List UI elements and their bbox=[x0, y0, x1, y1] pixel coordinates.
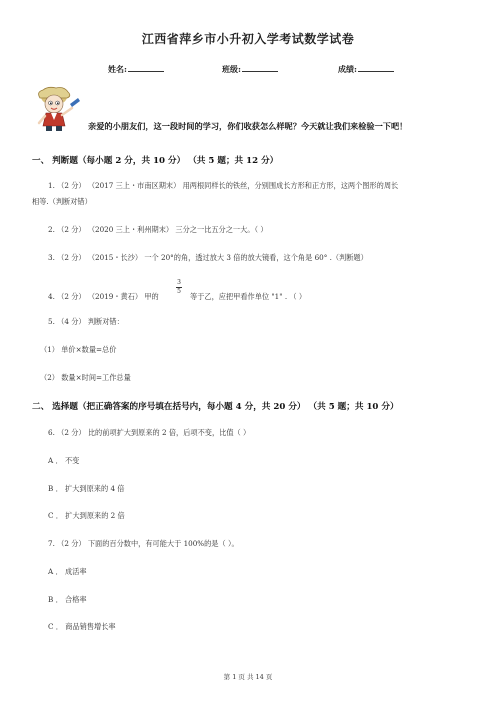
score-blank bbox=[358, 63, 394, 72]
name-label: 姓名: bbox=[108, 64, 127, 74]
question-5: 5. （4 分） 判断对错： bbox=[48, 317, 124, 326]
question-1-line-2: 相等.（判断对错） bbox=[32, 197, 92, 206]
question-7-option-a: A ． 成活率 bbox=[48, 567, 87, 576]
question-3: 3. （2 分） （2015・长沙） 一个 20°的角，透过放大 3 倍的放大镜看，这个角是 60° .（判断题） bbox=[48, 253, 368, 262]
question-4-right: 等于乙，应把甲看作单位 "1" . （ ） bbox=[190, 292, 307, 301]
question-4-left: 4. （2 分） （2019・黄石） 甲的 bbox=[48, 292, 159, 301]
question-7-option-b: B ． 合格率 bbox=[48, 595, 87, 604]
class-blank bbox=[242, 63, 278, 72]
class-field bbox=[222, 63, 278, 75]
name-field bbox=[108, 63, 164, 75]
score-field bbox=[338, 63, 394, 75]
class-label: 班级: bbox=[222, 64, 241, 74]
question-6-option-c: C ． 扩大到原来的 2 倍 bbox=[48, 511, 125, 520]
question-1-line-1: 1. （2 分） （2017 三上・市南区期末） 用两根同样长的铁丝，分别围成长方形和正方形，这两个图形的周长 bbox=[48, 181, 399, 190]
question-6: 6. （2 分） 比的前项扩大到原来的 2 倍，后项不变，比值（ ） bbox=[48, 428, 251, 437]
question-6-option-a: A ． 不变 bbox=[48, 456, 80, 465]
name-blank bbox=[128, 63, 164, 72]
score-label: 成绩: bbox=[338, 64, 357, 74]
page-title: 江西省萍乡市小升初入学考试数学试卷 bbox=[141, 32, 355, 46]
question-6-option-b: B ． 扩大到原来的 4 倍 bbox=[48, 484, 125, 493]
fraction-denominator: 5 bbox=[177, 288, 181, 295]
section-heading-choice: 二、 选择题（把正确答案的序号填在括号内，每小题 4 分，共 20 分） （共 5 题；共 10 分） bbox=[32, 402, 399, 412]
question-7-option-c: C ． 商品销售增长率 bbox=[48, 622, 116, 631]
section-heading-judgment: 一、 判断题（每小题 2 分，共 10 分） （共 5 题；共 12 分） bbox=[32, 156, 279, 166]
question-7: 7. （2 分） 下面的百分数中，有可能大于 100%的是（ ）。 bbox=[48, 539, 239, 548]
page-footer: 第 1 页 共 14 页 bbox=[223, 673, 273, 681]
question-5-item-2: （2） 数量×时间=工作总量 bbox=[40, 373, 131, 382]
question-5-item-1: （1） 单价×数量=总价 bbox=[40, 345, 117, 354]
fraction bbox=[176, 280, 182, 295]
fraction-numerator: 3 bbox=[177, 279, 181, 286]
question-2: 2. （2 分） （2020 三上・利州期末） 三分之一比五分之一大。（ ） bbox=[48, 225, 268, 234]
mascot-illustration bbox=[34, 86, 86, 132]
encouragement-text: 亲爱的小朋友们，这一段时间的学习，你们收获怎么样呢？今天就让我们来检验一下吧！ bbox=[88, 121, 408, 131]
